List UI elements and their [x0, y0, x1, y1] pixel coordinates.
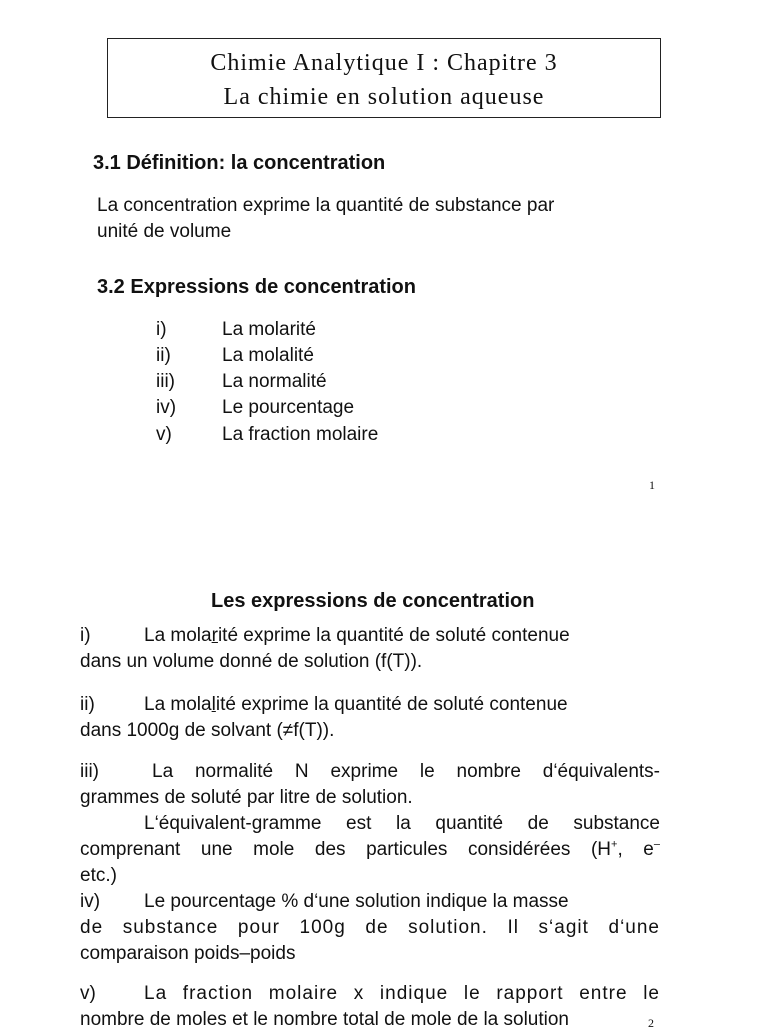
list-item-number: iii)	[156, 371, 175, 392]
paragraph-number: iii)	[80, 761, 99, 782]
list-item-label: La molalité	[222, 345, 314, 366]
paragraph-normalite: iii) La normalité N exprime le nombre d‘équivalents- grammes de soluté par litre de solution. L‘équivalent-gramme est la quantité de substance comprenant une mole des particules considérées (H+, e– etc.)	[80, 761, 660, 886]
paragraph-number: i)	[80, 625, 91, 646]
section-2-heading: 3.2 Expressions de concentration	[97, 276, 416, 298]
section-1-text-line-2: unité de volume	[97, 221, 232, 242]
title-box	[107, 38, 661, 118]
list-item-number: ii)	[156, 345, 171, 366]
paragraph-molarite: i) La molarité exprime la quantité de soluté contenue dans un volume donné de solution (f(T)).	[80, 625, 570, 672]
section-1-heading: 3.1 Définition: la concentration	[93, 152, 386, 174]
list-item-number: v)	[156, 424, 172, 445]
paragraph-number: iv)	[80, 891, 101, 912]
paragraph-fraction-molaire: v) La fraction molaire x indique le rapport entre le nombre de moles et le nombre total de mole de la solution	[80, 983, 660, 1030]
page-number-1: 1	[649, 478, 655, 492]
paragraph-number: ii)	[80, 694, 95, 715]
paragraph-pourcentage: iv) Le pourcentage % d‘une solution indique la masse de substance pour 100g de solution. Il s‘agit d‘une comparaison poids–poids	[80, 891, 660, 964]
paragraph-molalite: ii) La molalité exprime la quantité de soluté contenue dans 1000g de solvant (≠f(T)).	[80, 694, 568, 741]
section-1-text-line-1: La concentration exprime la quantité de substance par	[97, 195, 555, 216]
list-item-label: La fraction molaire	[222, 424, 379, 445]
list-item-label: Le pourcentage	[222, 397, 355, 418]
paragraph-number: v)	[80, 983, 96, 1004]
title-line-1: Chimie Analytique I : Chapitre 3	[210, 50, 558, 76]
list-item-number: i)	[156, 319, 167, 340]
list-item-number: iv)	[156, 397, 177, 418]
list-item-label: La molarité	[222, 319, 316, 340]
list-item-label: La normalité	[222, 371, 327, 392]
slide-2-heading: Les expressions de concentration	[211, 590, 535, 612]
page-number-2: 2	[648, 1016, 654, 1030]
title-line-2: La chimie en solution aqueuse	[223, 84, 545, 110]
